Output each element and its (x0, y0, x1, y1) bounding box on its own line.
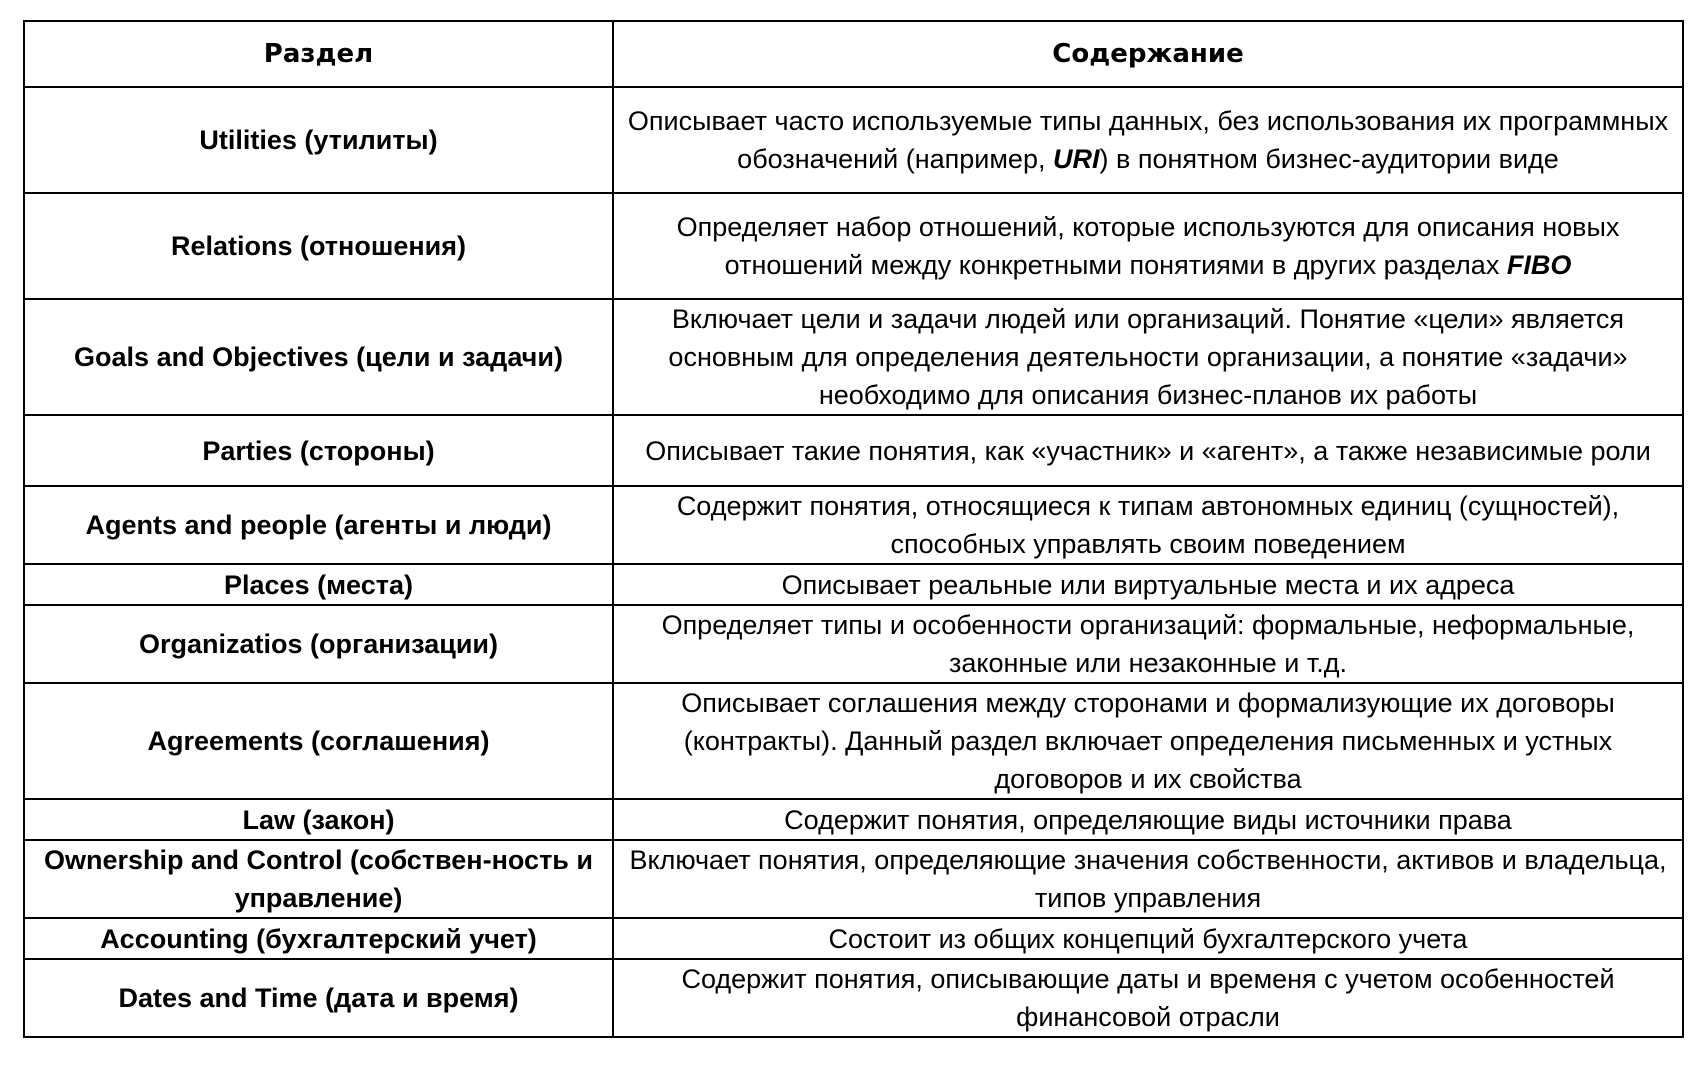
section-name: Organizatios (организации) (24, 605, 613, 683)
table-row (24, 415, 1683, 486)
content-column-header: Содержание (613, 21, 1683, 87)
section-description (613, 605, 1683, 683)
table-row (24, 193, 1683, 299)
description-text: Определяет типы и особенности организаций: формальные, неформальные, законные или незаконные и т.д. (661, 610, 1635, 678)
description-text: Включает цели и задачи людей или организаций. Понятие «цели» является основным для определения деятельности организации, а понятие «задачи» необходимо для описания бизнес-планов их работы (668, 304, 1628, 410)
table-row (24, 683, 1683, 799)
section-description (613, 918, 1683, 959)
table-row (24, 486, 1683, 564)
table-row (24, 605, 1683, 683)
fibo-sections-table (23, 20, 1684, 1038)
section-name: Ownership and Control (собствен-ность и управление) (24, 840, 613, 918)
section-name: Goals and Objectives (цели и задачи) (24, 299, 613, 415)
table-row (24, 564, 1683, 605)
description-text: Описывает такие понятия, как «участник» и «агент», а также независимые роли (645, 435, 1651, 466)
table-row (24, 87, 1683, 193)
section-name: Utilities (утилиты) (24, 87, 613, 193)
table-row (24, 918, 1683, 959)
description-emphasis: FIBO (1506, 250, 1572, 280)
section-description (613, 799, 1683, 840)
description-text: Содержит понятия, определяющие виды источники права (784, 804, 1512, 835)
section-name: Agreements (соглашения) (24, 683, 613, 799)
description-text-end: ) в понятном бизнес-аудитории виде (1099, 144, 1559, 174)
section-description (613, 840, 1683, 918)
section-name: Parties (стороны) (24, 415, 613, 486)
section-description (613, 415, 1683, 486)
description-emphasis: URI (1052, 144, 1100, 174)
section-name: Law (закон) (24, 799, 613, 840)
description-text: Описывает соглашения между сторонами и формализующие их договоры (контракты). Данный раздел включает определения письменных и устных договоров и их свойства (681, 688, 1615, 794)
section-name: Dates and Time (дата и время) (24, 959, 613, 1037)
description-text: Описывает часто используемые типы данных, без использования их программных обозначений (например, (627, 106, 1669, 174)
table-row (24, 959, 1683, 1037)
section-name: Agents and people (агенты и люди) (24, 486, 613, 564)
description-text: Содержит понятия, относящиеся к типам автономных единиц (сущностей), способных управлять своим поведением (676, 491, 1620, 559)
section-name: Relations (отношения) (24, 193, 613, 299)
section-description (613, 87, 1683, 193)
table-row (24, 799, 1683, 840)
table-row (24, 299, 1683, 415)
section-description (613, 564, 1683, 605)
section-name: Places (места) (24, 564, 613, 605)
header-row (24, 21, 1683, 87)
description-text: Включает понятия, определяющие значения собственности, активов и владельца, типов управления (629, 845, 1667, 913)
table-row (24, 840, 1683, 918)
section-column-header: Раздел (24, 21, 613, 87)
section-name: Accounting (бухгалтерский учет) (24, 918, 613, 959)
description-text: Состоит из общих концепций бухгалтерского учета (828, 923, 1468, 954)
section-description (613, 486, 1683, 564)
description-text: Описывает реальные или виртуальные места и их адреса (781, 569, 1515, 600)
section-description (613, 299, 1683, 415)
section-description (613, 959, 1683, 1037)
description-text: Содержит понятия, описывающие даты и временя с учетом особенностей финансовой отрасли (681, 964, 1615, 1032)
description-text: Определяет набор отношений, которые используются для описания новых отношений между конкретными понятиями в других разделах (676, 212, 1620, 280)
section-description (613, 193, 1683, 299)
section-description (613, 683, 1683, 799)
